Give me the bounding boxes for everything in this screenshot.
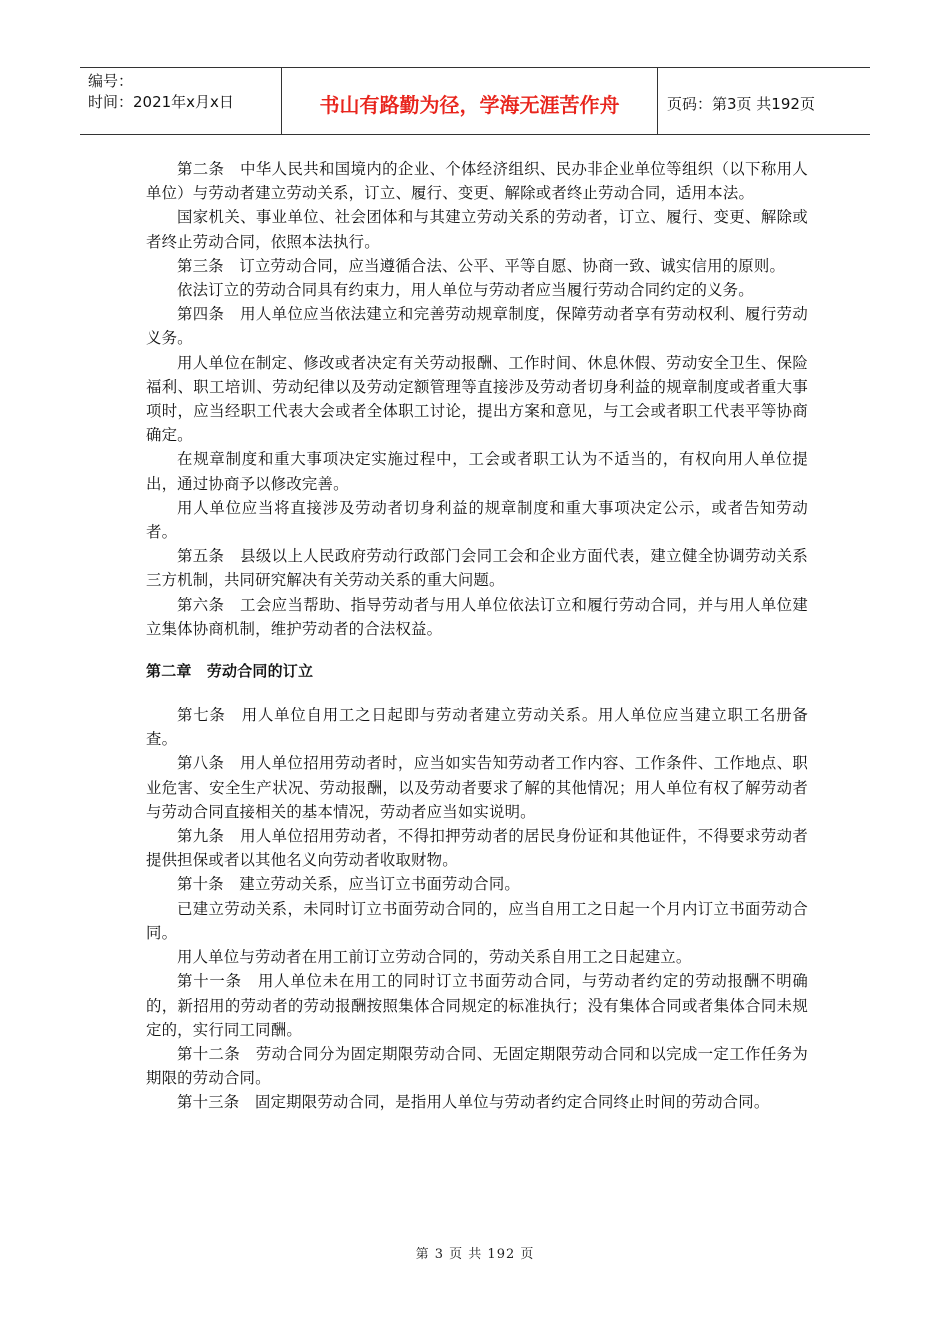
article-paragraph: 第十条 建立劳动关系，应当订立书面劳动合同。: [177, 875, 520, 894]
article-paragraph: 在规章制度和重大事项决定实施过程中，工会或者职工认为不适当的，有权向用人单位提出，通过协商予以修改完善。: [146, 450, 808, 493]
article-paragraph: 国家机关、事业单位、社会团体和与其建立劳动关系的劳动者，订立、履行、变更、解除或者终止劳动合同，依照本法执行。: [146, 208, 808, 251]
article-paragraph: 第五条 县级以上人民政府劳动行政部门会同工会和企业方面代表，建立健全协调劳动关系三方机制，共同研究解决有关劳动关系的重大问题。: [146, 547, 808, 590]
article-paragraph: 依法订立的劳动合同具有约束力，用人单位与劳动者应当履行劳动合同约定的义务。: [177, 281, 754, 300]
document-body: [146, 157, 808, 1115]
header-meta: [80, 68, 282, 134]
article-paragraph: 用人单位在制定、修改或者决定有关劳动报酬、工作时间、休息休假、劳动安全卫生、保险福利、职工培训、劳动纪律以及劳动定额管理等直接涉及劳动者切身利益的规章制度或者重大事项时，应当经职工代表大会或者全体职工讨论，提出方案和意见，与工会或者职工代表平等协商确定。: [146, 353, 808, 445]
article-paragraph: 第六条 工会应当帮助、指导劳动者与用人单位依法订立和履行劳动合同，并与用人单位建立集体协商机制，维护劳动者的合法权益。: [146, 595, 808, 638]
article-paragraph: 第三条 订立劳动合同，应当遵循合法、公平、平等自愿、协商一致、诚实信用的原则。: [177, 256, 786, 275]
header-number-label: 编号：: [88, 72, 134, 90]
header-time-label: 时间：2021年x月x日: [88, 93, 234, 111]
header-motto: 书山有路勤为径，学海无涯苦作舟: [282, 68, 658, 134]
article-paragraph: 用人单位与劳动者在用工前订立劳动合同的，劳动关系自用工之日起建立。: [177, 948, 692, 967]
chapter-heading: 第二章 劳动合同的订立: [146, 662, 314, 681]
page-header: [80, 67, 870, 135]
article-paragraph: 用人单位应当将直接涉及劳动者切身利益的规章制度和重大事项决定公示，或者告知劳动者。: [146, 498, 808, 542]
page-footer: 第 3 页 共 192 页: [415, 1247, 535, 1262]
article-paragraph: 已建立劳动关系，未同时订立书面劳动合同的，应当自用工之日起一个月内订立书面劳动合同。: [146, 899, 808, 942]
article-paragraph: 第四条 用人单位应当依法建立和完善劳动规章制度，保障劳动者享有劳动权利、履行劳动义务。: [146, 305, 808, 348]
article-paragraph: 第八条 用人单位招用劳动者时，应当如实告知劳动者工作内容、工作条件、工作地点、职业危害、安全生产状况、劳动报酬，以及劳动者要求了解的其他情况；用人单位有权了解劳动者与劳动合同直接相关的基本情况，劳动者应当如实说明。: [146, 754, 808, 821]
header-page-info: 页码：第3页 共192页: [667, 94, 815, 113]
article-paragraph: 第十三条 固定期限劳动合同，是指用人单位与劳动者约定合同终止时间的劳动合同。: [177, 1093, 770, 1112]
article-paragraph: 第九条 用人单位招用劳动者，不得扣押劳动者的居民身份证和其他证件，不得要求劳动者提供担保或者以其他名义向劳动者收取财物。: [146, 827, 808, 870]
article-paragraph: 第十二条 劳动合同分为固定期限劳动合同、无固定期限劳动合同和以完成一定工作任务为期限的劳动合同。: [146, 1044, 808, 1088]
article-paragraph: 第十一条 用人单位未在用工的同时订立书面劳动合同，与劳动者约定的劳动报酬不明确的，新招用的劳动者的劳动报酬按照集体合同规定的标准执行；没有集体合同或者集体合同未规定的，实行同工同酬。: [146, 972, 808, 1039]
article-paragraph: 第二条 中华人民共和国境内的企业、个体经济组织、民办非企业单位等组织（以下称用人单位）与劳动者建立劳动关系，订立、履行、变更、解除或者终止劳动合同，适用本法。: [146, 160, 808, 203]
article-paragraph: 第七条 用人单位自用工之日起即与劳动者建立劳动关系。用人单位应当建立职工名册备查。: [146, 706, 808, 749]
